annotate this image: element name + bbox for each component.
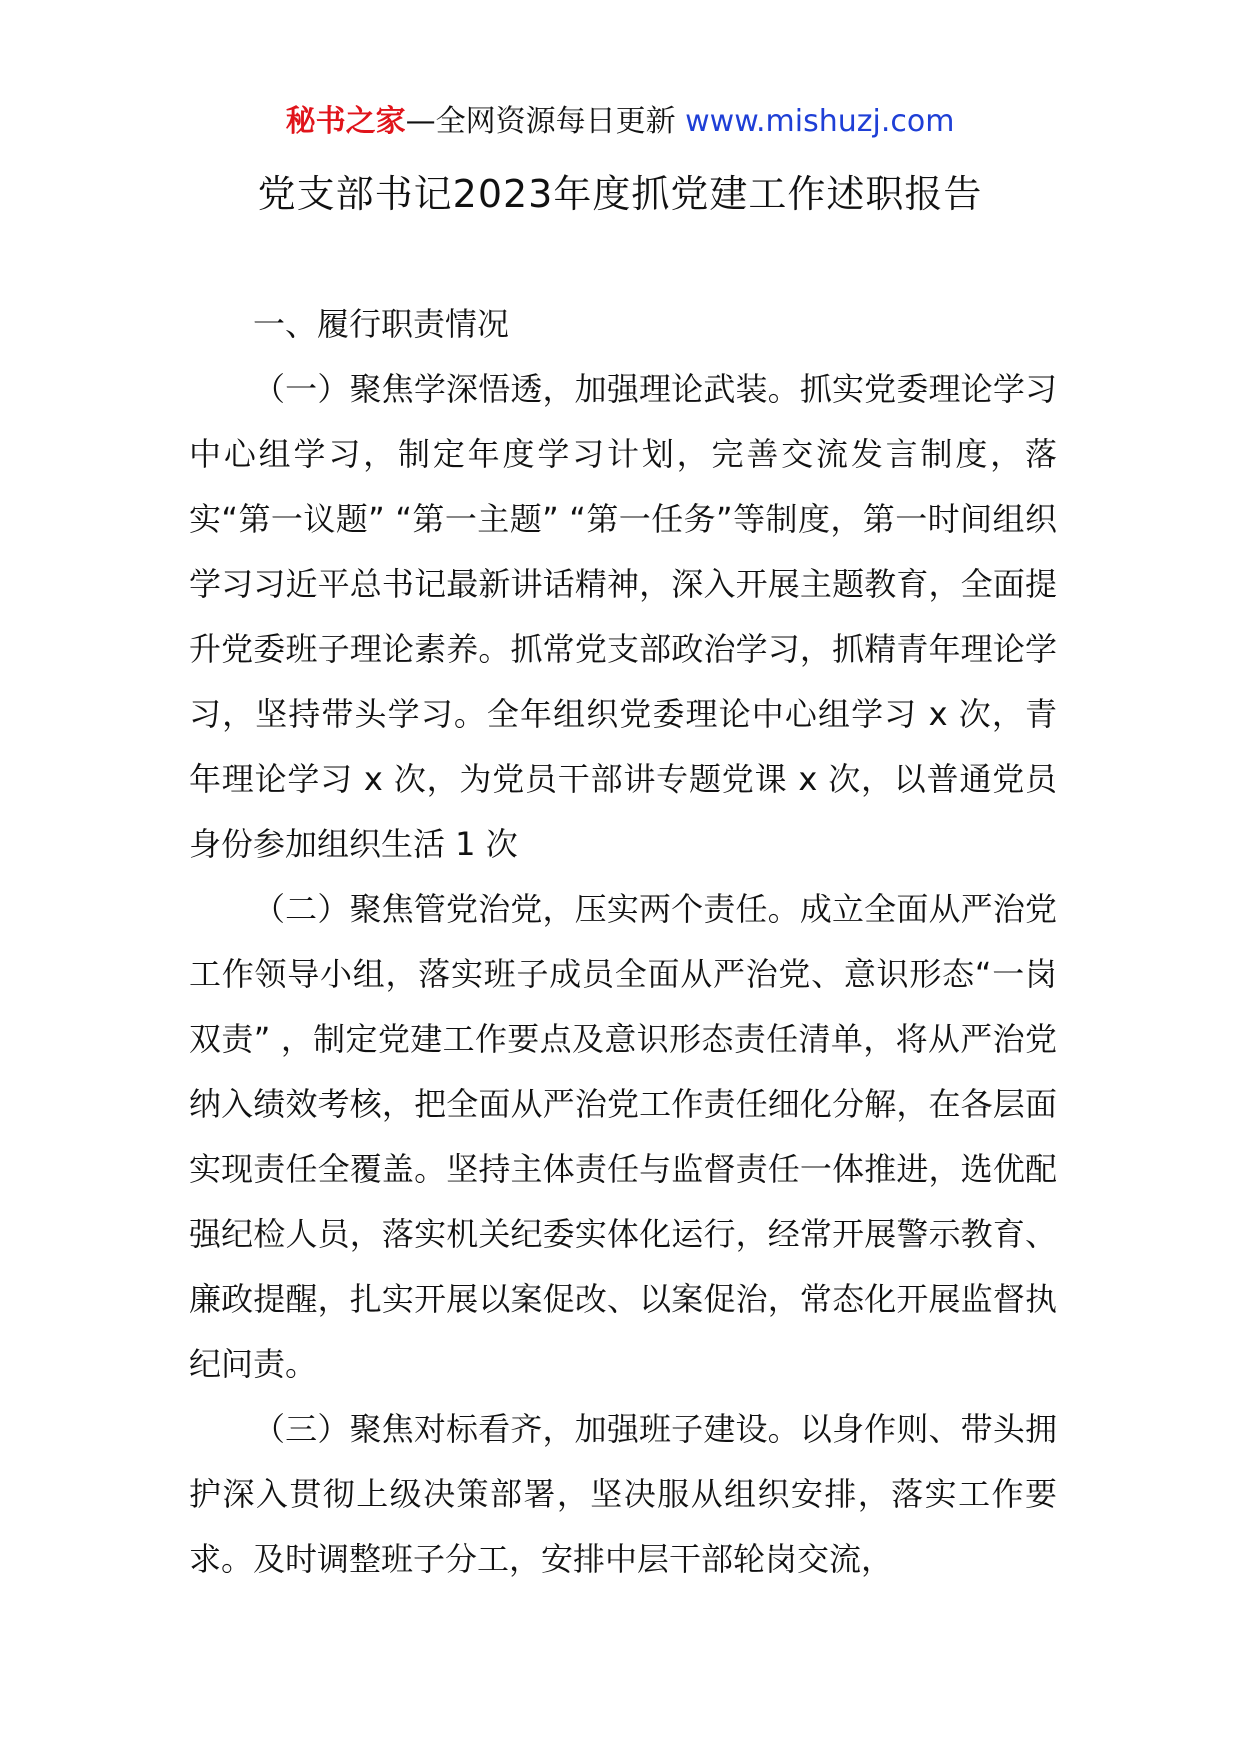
paragraph-3: （三）聚焦对标看齐，加强班子建设。以身作则、带头拥护深入贯彻上级决策部署，坚决服从组织安排，落实工作要求。及时调整班子分工，安排中层干部轮岗交流， [189, 1410, 1057, 1578]
document-title: 党支部书记2023年度抓党建工作述职报告 [257, 172, 983, 216]
site-url-link[interactable]: www.mishuzj.com [685, 104, 955, 139]
document-body [189, 292, 1057, 1592]
paragraph-1: （一）聚焦学深悟透，加强理论武装。抓实党委理论学习中心组学习，制定年度学习计划，完善交流发言制度，落实“第一议题” “第一主题” “第一任务”等制度，第一时间组织学习习近平总书记最新讲话精神，深入开展主题教育，全面提升党委班子理论素养。抓常党支部政治学习，抓精青年理论学习，坚持带头学习。全年组织党委理论中心组学习 x 次，青年理论学习 x 次，为党员干部讲专题党课 x 次，以普通党员身份参加组织生活 1 次 [189, 370, 1057, 863]
brand-name: 秘书之家 [285, 104, 406, 139]
header-tagline: —全网资源每日更新 [405, 104, 686, 139]
section-heading: 一、履行职责情况 [253, 305, 510, 343]
paragraph-2: （二）聚焦管党治党，压实两个责任。成立全面从严治党工作领导小组，落实班子成员全面从严治党、意识形态“一岗双责” ，制定党建工作要点及意识形态责任清单，将从严治党纳入绩效考核，把全面从严治党工作责任细化分解，在各层面实现责任全覆盖。坚持主体责任与监督责任一体推进，选优配强纪检人员，落实机关纪委实体化运行，经常开展警示教育、廉政提醒，扎实开展以案促改、以案促治，常态化开展监督执纪问责。 [189, 890, 1057, 1383]
site-header [0, 100, 1240, 144]
